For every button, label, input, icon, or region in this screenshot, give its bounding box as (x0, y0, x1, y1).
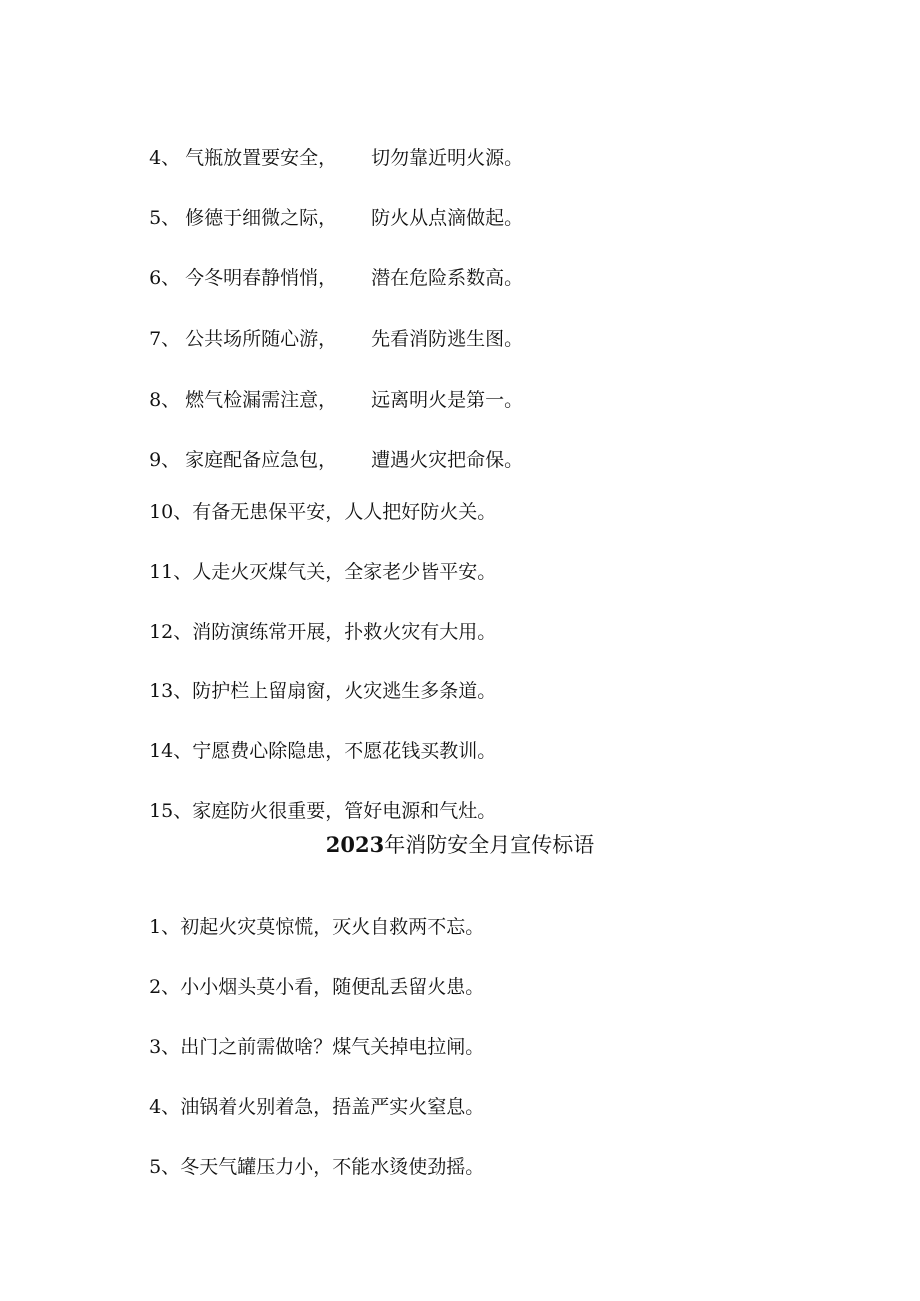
title-year: 2023 (325, 832, 385, 857)
item-number: 4、 (149, 1096, 181, 1118)
slogan-line (137, 655, 496, 703)
item-number: 8、 (149, 389, 181, 411)
item-number: 9、 (149, 449, 181, 471)
item-number: 5、 (149, 1156, 181, 1178)
item-number: 14、 (149, 740, 193, 762)
slogan-first-half: 今冬明春静悄悄， (185, 267, 338, 289)
item-number: 2、 (149, 976, 181, 998)
slogan-text: 冬天气罐压力小，不能水烫使劲摇。 (180, 1156, 485, 1178)
slogan-line (137, 182, 523, 230)
slogan-line (137, 536, 496, 584)
slogan-text: 有备无患保平安，人人把好防火关。 (192, 501, 497, 523)
slogan-first-half: 燃气检漏需注意， (185, 389, 338, 411)
slogan-second-half: 远离明火是第一。 (371, 389, 524, 411)
slogan-first-half: 气瓶放置要安全， (185, 147, 338, 169)
slogan-second-half: 切勿靠近明火源。 (371, 147, 524, 169)
slogan-text: 宁愿费心除隐患，不愿花钱买教训。 (192, 740, 497, 762)
slogan-line (137, 424, 523, 472)
slogan-first-half: 公共场所随心游， (185, 328, 338, 350)
slogan-line (137, 303, 523, 351)
slogan-text: 出门之前需做啥？煤气关掉电拉闸。 (180, 1036, 485, 1058)
slogan-text: 人走火灭煤气关，全家老少皆平安。 (192, 561, 497, 583)
item-number: 5、 (149, 207, 181, 229)
slogan-line (137, 476, 496, 524)
slogan-line (137, 1071, 484, 1119)
item-number: 7、 (149, 328, 181, 350)
slogan-second-half: 防火从点滴做起。 (371, 207, 524, 229)
item-number: 1、 (149, 916, 181, 938)
slogan-line (137, 1131, 484, 1179)
slogan-text: 家庭防火很重要，管好电源和气灶。 (192, 800, 497, 822)
slogan-text: 初起火灾莫惊慌，灭火自救两不忘。 (180, 916, 485, 938)
item-number: 15、 (149, 800, 193, 822)
item-number: 10、 (149, 501, 193, 523)
item-number: 11、 (149, 561, 193, 583)
slogan-second-half: 遭遇火灾把命保。 (371, 449, 524, 471)
slogan-line (137, 775, 496, 823)
item-number: 13、 (149, 680, 193, 702)
slogan-text: 小小烟头莫小看，随便乱丢留火患。 (180, 976, 485, 998)
slogan-second-half: 先看消防逃生图。 (371, 328, 524, 350)
item-number: 12、 (149, 621, 193, 643)
slogan-line (137, 951, 484, 999)
slogan-line (137, 715, 496, 763)
title-text: 年消防安全月宣传标语 (384, 833, 595, 857)
slogan-line (137, 364, 523, 412)
item-number: 6、 (149, 267, 181, 289)
slogan-line (137, 596, 496, 644)
item-number: 3、 (149, 1036, 181, 1058)
slogan-line (137, 122, 523, 170)
section-title (0, 832, 920, 858)
item-number: 4、 (149, 147, 181, 169)
slogan-line (137, 1011, 484, 1059)
slogan-first-half: 家庭配备应急包， (185, 449, 338, 471)
slogan-line (137, 891, 484, 939)
slogan-second-half: 潜在危险系数高。 (371, 267, 524, 289)
slogan-text: 消防演练常开展，扑救火灾有大用。 (192, 621, 497, 643)
slogan-line (137, 242, 523, 290)
slogan-first-half: 修德于细微之际， (185, 207, 338, 229)
slogan-text: 油锅着火别着急，捂盖严实火窒息。 (180, 1096, 485, 1118)
slogan-text: 防护栏上留扇窗，火灾逃生多条道。 (192, 680, 497, 702)
